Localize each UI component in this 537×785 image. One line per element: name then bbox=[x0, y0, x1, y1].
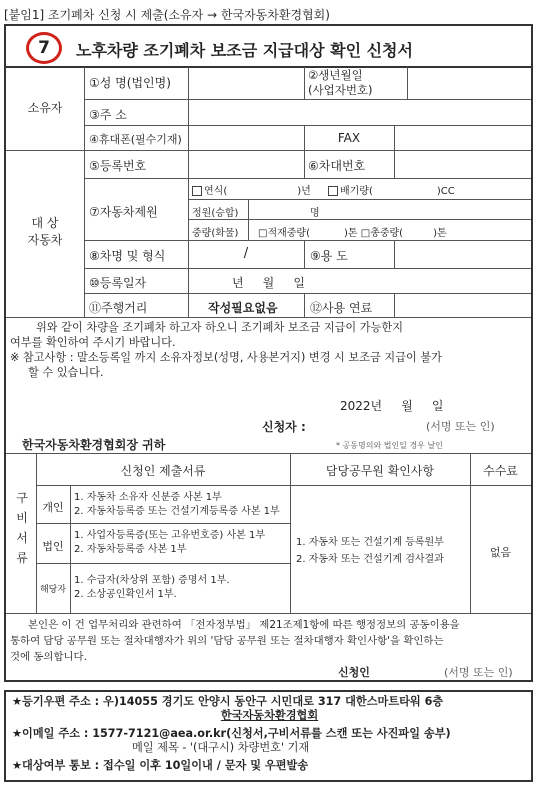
reg-date-value: 년 월 일 bbox=[232, 276, 305, 290]
official-items: 1. 자동차 또는 건설기계 등록원부 2. 자동차 또는 건설기계 검사결과 bbox=[296, 537, 444, 565]
doc-items-individual: 1. 자동차 소유자 신분증 사본 1부 2. 자동차등록증 또는 건설기계등록증 사본 1부 bbox=[74, 492, 280, 517]
address-label: ③주 소 bbox=[89, 108, 127, 122]
reg-date-label: ⑩등록일자 bbox=[89, 276, 147, 290]
col-fee: 수수료 bbox=[483, 464, 518, 478]
attachment-label: [붙임1] 조기폐차 신청 시 제출(소유자 → 한국자동차환경협회) bbox=[4, 8, 330, 22]
reg-no-label: ⑤등록번호 bbox=[89, 159, 147, 173]
declaration-text: 위와 같이 차량을 조기폐차 하고자 하오니 조기폐차 보조금 지급이 가능한지 여부를 확인하여 주시기 바랍니다. ※ 참고사항 : 말소등록일 까지 소유자정보(성명, 사용본거지) 변경 시 보조금 지급이 불가 할 수 있습니다. bbox=[10, 321, 442, 379]
doc-items-eligible: 1. 수급자(차상위 포함) 증명서 1부. 2. 소상공인확인서 1부. bbox=[74, 575, 230, 600]
year-checkbox[interactable] bbox=[192, 186, 202, 196]
name-label: ①성 명(법인명) bbox=[89, 76, 171, 90]
model-separator: / bbox=[243, 246, 249, 261]
doc-type-individual: 개인 bbox=[42, 501, 64, 514]
mileage-value: 작성필요없음 bbox=[208, 301, 278, 315]
doc-items-corporate: 1. 사업자등록증(또는 고유번호증) 사본 1부 2. 자동차등록증 사본 1부 bbox=[74, 530, 265, 555]
years-label: ⑫사용 연료 bbox=[310, 301, 373, 315]
displacement-checkbox[interactable] bbox=[328, 186, 338, 196]
docs-section-label: 구 비 서 류 bbox=[16, 491, 28, 565]
usage-field[interactable] bbox=[396, 242, 529, 266]
doc-type-eligible: 해당자 bbox=[39, 585, 67, 595]
year-row: 연식( )년 배기량( )CC bbox=[192, 182, 527, 197]
applicant-label: 신청자 : bbox=[262, 420, 306, 434]
weight-label: 중량(화물) bbox=[192, 228, 239, 239]
load-weight: □적재중량( )톤 □총중량( )톤 bbox=[258, 228, 447, 239]
vin-label: ⑥차대번호 bbox=[308, 159, 366, 173]
footer-text: ★등기우편 주소 : 우)14055 경기도 안양시 동안구 시민대로 317 대한스마트타워 6층 한국자동차환경협회 ★이메일 주소 : 1577-7121@aea.or.kr(신청서,구비서류를 스캔 또는 사진파일 송부) 메일 제목 - '(대구시) 차량번호' 기재 ★대상여부 통보 : 접수일 이후 10일이내 / 문자 및 우편발송 bbox=[12, 695, 451, 772]
col-applicant-docs: 신청인 제출서류 bbox=[120, 464, 206, 478]
form-number: 7 bbox=[38, 38, 50, 58]
model-label: ⑧차명 및 형식 bbox=[89, 249, 166, 263]
recipient: 한국자동차환경협회장 귀하 bbox=[22, 438, 166, 452]
capacity-unit: 명 bbox=[310, 208, 320, 219]
applicant-sign-hint: (서명 또는 인) bbox=[426, 420, 495, 433]
birth-field[interactable] bbox=[409, 69, 529, 97]
phone-field[interactable] bbox=[190, 127, 302, 148]
reg-no-field[interactable] bbox=[190, 152, 302, 176]
fee-value: 없음 bbox=[489, 546, 512, 559]
application-date: 2022년 월 일 bbox=[340, 399, 444, 413]
consent-text: 본인은 이 건 업무처리와 관련하여 「전자정부법」 제21조제1항에 따른 행정정보의 공동이용을 통하여 담당 공무원 또는 절차대행자가 위의 '담당 공무원 또는 절차대행자 확인사항'을 확인하는 것에 동의합니다. bbox=[10, 619, 460, 663]
form-number-badge bbox=[26, 32, 62, 64]
name-field[interactable] bbox=[190, 69, 302, 97]
usage-label: ⑨용 도 bbox=[310, 249, 348, 263]
joint-note: * 공동명의와 법인일 경우 날인 bbox=[336, 441, 443, 450]
owner-section-label: 소유자 bbox=[27, 101, 63, 115]
mileage-label: ⑪주행거리 bbox=[89, 301, 148, 315]
consent-signer-label: 신청인 bbox=[338, 666, 370, 679]
col-official-check: 담당공무원 확인사항 bbox=[325, 464, 435, 478]
fax-field[interactable] bbox=[396, 127, 529, 148]
address-field[interactable] bbox=[190, 101, 529, 123]
capacity-label: 정원(승합) bbox=[192, 208, 239, 219]
birth-label: ②생년월일 (사업자번호) bbox=[308, 68, 373, 97]
doc-type-corporate: 법인 bbox=[42, 540, 64, 553]
vehicle-section-label: 대 상 자동차 bbox=[27, 216, 63, 247]
fax-label: FAX bbox=[337, 131, 361, 145]
form-title: 노후차량 조기폐차 보조금 지급대상 확인 신청서 bbox=[76, 41, 413, 60]
vin-field[interactable] bbox=[396, 152, 529, 176]
phone-label: ④휴대폰(필수기재) bbox=[89, 133, 182, 146]
consent-sign-hint: (서명 또는 인) bbox=[444, 666, 513, 679]
specs-label: ⑦자동차제원 bbox=[89, 205, 158, 219]
